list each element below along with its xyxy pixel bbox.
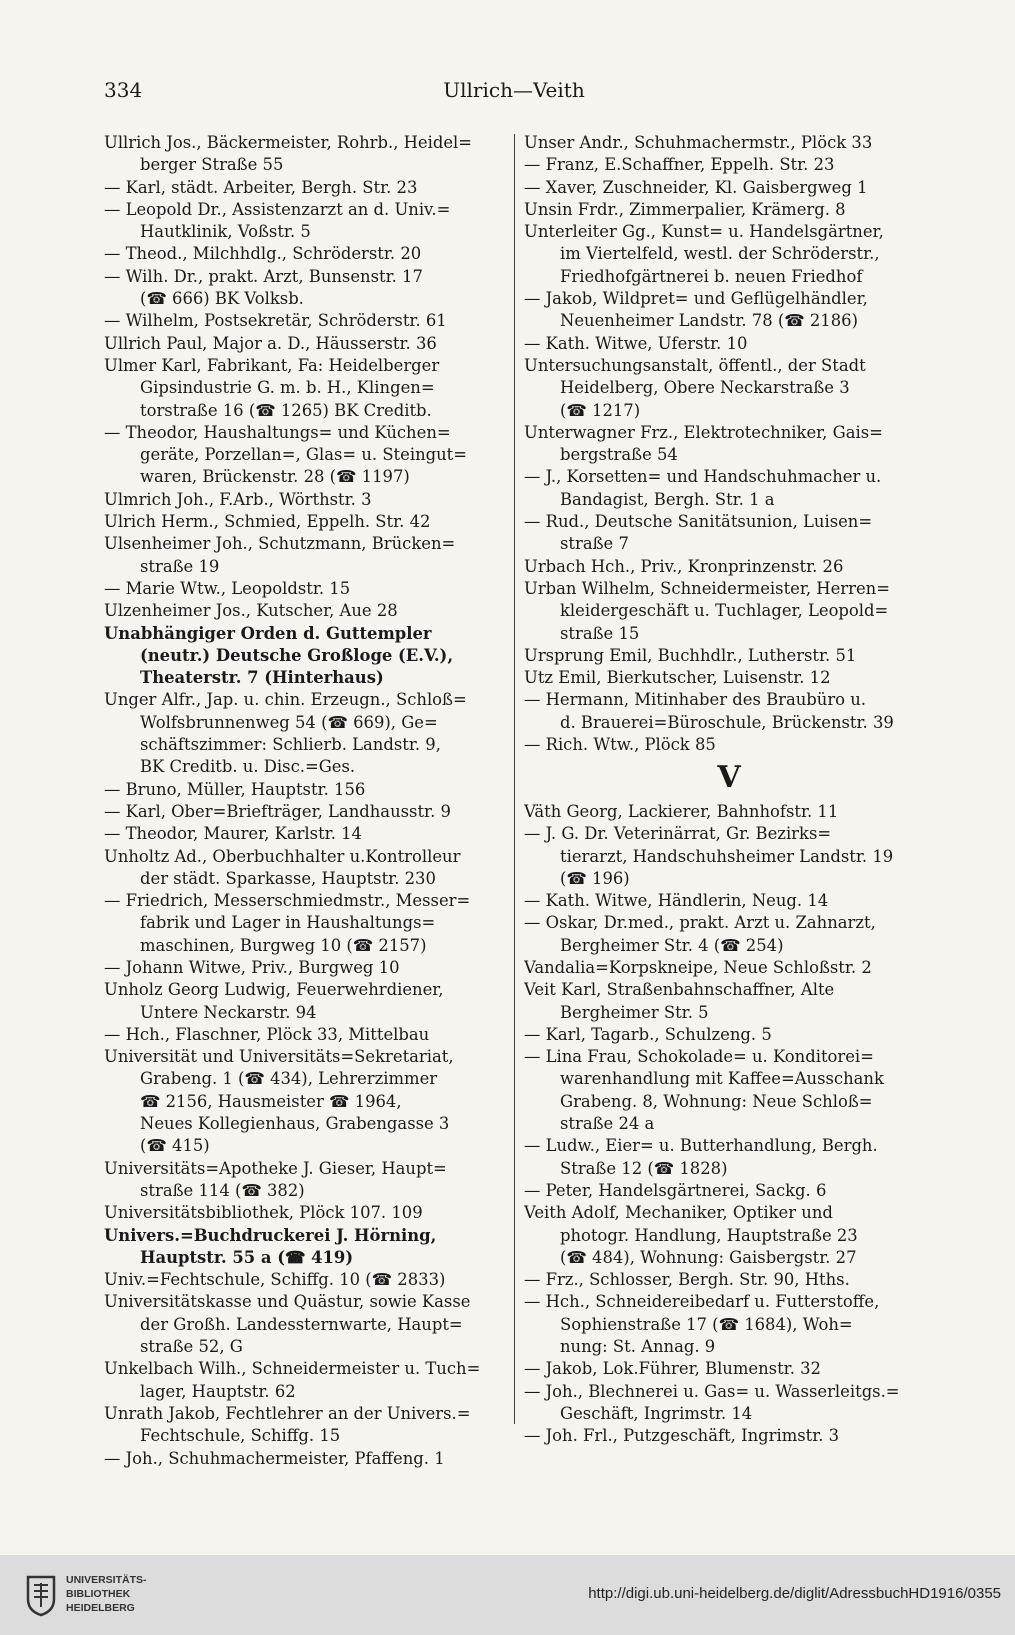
directory-line: — Frz., Schlosser, Bergh. Str. 90, Hths. [524,1270,850,1290]
directory-line: Ursprung Emil, Buchhdlr., Lutherstr. 51 [524,645,857,665]
source-url-link[interactable]: http://digi.ub.uni-heidelberg.de/diglit/AdressbuchHD1916/0355 [588,1585,1001,1602]
directory-line: Neuenheimer Landstr. 78 (☎ 2186) [560,311,858,331]
directory-line: Geschäft, Ingrimstr. 14 [560,1403,753,1423]
directory-line: Sophienstraße 17 (☎ 1684), Woh= [560,1314,853,1334]
directory-line: — Kath. Witwe, Uferstr. 10 [524,333,748,353]
directory-line: Neues Kollegienhaus, Grabengasse 3 [140,1114,450,1134]
directory-line: straße 7 [560,534,629,554]
right-column [524,132,934,1448]
page-title: Ullrich—Veith [443,78,585,102]
directory-line: — Hch., Flaschner, Plöck 33, Mittelbau [104,1024,430,1044]
directory-line: Unholz Georg Ludwig, Feuerwehrdiener, [104,980,444,1000]
directory-line: Bandagist, Bergh. Str. 1 a [560,489,775,509]
directory-line: — Hermann, Mitinhaber des Braubüro u. [524,690,867,710]
directory-line: straße 19 [140,556,220,576]
logo-line: BIBLIOTHEK [66,1588,131,1600]
directory-line: Unsin Frdr., Zimmerpalier, Krämerg. 8 [524,199,846,219]
directory-line: schäftszimmer: Schlierb. Landstr. 9, [140,735,441,755]
directory-line: Unser Andr., Schuhmachermstr., Plöck 33 [524,133,873,152]
directory-line: maschinen, Burgweg 10 (☎ 2157) [140,935,427,955]
directory-line: BK Creditb. u. Disc.=Ges. [140,757,356,777]
directory-line: torstraße 16 (☎ 1265) BK Creditb. [140,400,432,420]
directory-line: straße 24 a [560,1114,655,1134]
directory-line: Fechtschule, Schiffg. 15 [140,1426,341,1446]
directory-line: waren, Brückenstr. 28 (☎ 1197) [140,467,410,487]
logo-line: UNIVERSITÄTS- [66,1574,147,1586]
directory-line: — Leopold Dr., Assistenzarzt an d. Univ.= [104,199,451,219]
directory-line: — J. G. Dr. Veterinärrat, Gr. Bezirks= [524,824,832,844]
university-seal-icon [24,1573,58,1617]
directory-line: (☎ 484), Wohnung: Gaisbergstr. 27 [560,1247,857,1267]
directory-line: — Theodor, Haushaltungs= und Küchen= [104,422,451,442]
directory-line: Universität und Universitäts=Sekretariat, [104,1047,454,1067]
directory-line: — Jakob, Lok.Führer, Blumenstr. 32 [524,1359,821,1379]
directory-line: — Karl, städt. Arbeiter, Bergh. Str. 23 [104,177,418,197]
directory-line: — Oskar, Dr.med., prakt. Arzt u. Zahnarzt, [524,913,876,933]
directory-line: (neutr.) Deutsche Großloge (E.V.), [140,645,454,665]
directory-line: (☎ 415) [140,1136,210,1156]
directory-line: — Theodor, Maurer, Karlstr. 14 [104,824,362,844]
directory-line: Friedhofgärtnerei b. neuen Friedhof [560,266,863,286]
directory-line: Universitätsbibliothek, Plöck 107. 109 [104,1203,423,1223]
directory-line: — Joh., Schuhmachermeister, Pfaffeng. 1 [104,1448,445,1468]
directory-line: Heidelberg, Obere Neckarstraße 3 [560,378,850,398]
directory-line: Univers.=Buchdruckerei J. Hörning, [104,1225,437,1245]
directory-line: (☎ 666) BK Volksb. [140,289,304,309]
directory-line: — Karl, Tagarb., Schulzeng. 5 [524,1024,772,1044]
directory-line: straße 15 [560,623,640,643]
directory-line: — Joh. Frl., Putzgeschäft, Ingrimstr. 3 [524,1426,840,1446]
directory-line: Untersuchungsanstalt, öffentl., der Stadt [524,355,866,375]
directory-line: Vandalia=Korpskneipe, Neue Schloßstr. 2 [524,957,872,977]
directory-line: Grabeng. 1 (☎ 434), Lehrerzimmer [140,1069,438,1089]
directory-line: Urban Wilhelm, Schneidermeister, Herren= [524,578,890,598]
page-number: 334 [104,78,143,102]
directory-line: — Hch., Schneidereibedarf u. Futterstoffe, [524,1292,880,1312]
directory-line: Unkelbach Wilh., Schneidermeister u. Tuch= [104,1359,481,1379]
directory-line: (☎ 196) [560,868,630,888]
logo-line: HEIDELBERG [66,1602,135,1614]
directory-line: photogr. Handlung, Hauptstraße 23 [560,1225,858,1245]
directory-line: Untere Neckarstr. 94 [140,1002,317,1022]
directory-line: kleidergeschäft u. Tuchlager, Leopold= [560,601,889,621]
directory-line: — Johann Witwe, Priv., Burgweg 10 [104,957,400,977]
directory-line: Veit Karl, Straßenbahnschaffner, Alte [524,980,835,1000]
left-column [104,132,508,1470]
directory-line: nung: St. Annag. 9 [560,1337,716,1357]
directory-line: ☎ 2156, Hausmeister ☎ 1964, [140,1091,402,1111]
directory-line: — Friedrich, Messerschmiedmstr., Messer= [104,891,471,911]
directory-line: geräte, Porzellan=, Glas= u. Steingut= [140,445,467,465]
directory-line: — Rich. Wtw., Plöck 85 [524,735,716,755]
directory-line: — Theod., Milchhdlg., Schröderstr. 20 [104,244,422,264]
directory-line: Utz Emil, Bierkutscher, Luisenstr. 12 [524,668,831,688]
directory-line: Universitätskasse und Quästur, sowie Kasse [104,1292,471,1312]
directory-line: Väth Georg, Lackierer, Bahnhofstr. 11 [524,801,839,821]
directory-line: Theaterstr. 7 (Hinterhaus) [140,668,384,688]
directory-line: Ulrich Herm., Schmied, Eppelh. Str. 42 [104,512,431,532]
directory-line: straße 52, G [140,1337,243,1357]
directory-line: der Großh. Landessternwarte, Haupt= [140,1314,463,1334]
directory-line: — Kath. Witwe, Händlerin, Neug. 14 [524,891,829,911]
directory-line: Wolfsbrunnenweg 54 (☎ 669), Ge= [140,712,438,732]
directory-line: bergstraße 54 [560,445,678,465]
directory-line: berger Straße 55 [140,155,284,175]
directory-line: Straße 12 (☎ 1828) [560,1158,728,1178]
directory-line: Unterleiter Gg., Kunst= u. Handelsgärtner, [524,222,884,242]
directory-line: — Lina Frau, Schokolade= u. Konditorei= [524,1047,874,1067]
directory-line: Unabhängiger Orden d. Guttempler [104,623,432,643]
directory-line: Unrath Jakob, Fechtlehrer an der Univers.= [104,1403,471,1423]
directory-line: — Franz, E.Schaffner, Eppelh. Str. 23 [524,155,835,175]
directory-line: (☎ 1217) [560,400,641,420]
directory-line: Veith Adolf, Mechaniker, Optiker und [524,1203,833,1223]
page-header [104,78,924,108]
directory-line: straße 114 (☎ 382) [140,1180,305,1200]
library-logo-text [66,1573,147,1615]
directory-line: — J., Korsetten= und Handschuhmacher u. [524,467,882,487]
directory-line: — Jakob, Wildpret= und Geflügelhändler, [524,289,868,309]
directory-line: — Wilhelm, Postsekretär, Schröderstr. 61 [104,311,447,331]
directory-line: — Bruno, Müller, Hauptstr. 156 [104,779,366,799]
column-divider [514,134,515,1424]
directory-line: Universitäts=Apotheke J. Gieser, Haupt= [104,1158,447,1178]
directory-line: Grabeng. 8, Wohnung: Neue Schloß= [560,1091,873,1111]
directory-line: — Rud., Deutsche Sanitätsunion, Luisen= [524,512,873,532]
directory-line: lager, Hauptstr. 62 [140,1381,296,1401]
directory-line: Ulmer Karl, Fabrikant, Fa: Heidelberger [104,355,440,375]
directory-line: Ullrich Paul, Major a. D., Häusserstr. 36 [104,333,437,353]
directory-line: Bergheimer Str. 4 (☎ 254) [560,935,784,955]
directory-line: — Joh., Blechnerei u. Gas= u. Wasserleitgs.= [524,1381,900,1401]
directory-line: Ullrich Jos., Bäckermeister, Rohrb., Heidel= [104,133,473,152]
directory-line: Ulmrich Joh., F.Arb., Wörthstr. 3 [104,489,372,509]
directory-line: Ulsenheimer Joh., Schutzmann, Brücken= [104,534,456,554]
directory-line: Hauptstr. 55 a (☎ 419) [140,1247,354,1267]
directory-line: im Viertelfeld, westl. der Schröderstr., [560,244,880,264]
directory-line: Ulzenheimer Jos., Kutscher, Aue 28 [104,601,398,621]
directory-line: — Xaver, Zuschneider, Kl. Gaisbergweg 1 [524,177,868,197]
directory-line: — Wilh. Dr., prakt. Arzt, Bunsenstr. 17 [104,266,423,286]
directory-line: warenhandlung mit Kaffee=Ausschank [560,1069,884,1089]
directory-line: Unholtz Ad., Oberbuchhalter u.Kontrolleur [104,846,461,866]
directory-line: — Peter, Handelsgärtnerei, Sackg. 6 [524,1180,827,1200]
directory-line: Univ.=Fechtschule, Schiffg. 10 (☎ 2833) [104,1270,446,1290]
directory-line: Bergheimer Str. 5 [560,1002,709,1022]
directory-line: der städt. Sparkasse, Hauptstr. 230 [140,868,436,888]
directory-line: Urbach Hch., Priv., Kronprinzenstr. 26 [524,556,844,576]
directory-line: Unger Alfr., Jap. u. chin. Erzeugn., Schloß= [104,690,467,710]
directory-line: Gipsindustrie G. m. b. H., Klingen= [140,378,435,398]
directory-line: — Ludw., Eier= u. Butterhandlung, Bergh. [524,1136,878,1156]
directory-line: fabrik und Lager in Haushaltungs= [140,913,436,933]
directory-line: — Marie Wtw., Leopoldstr. 15 [104,578,351,598]
section-letter: V [717,760,741,796]
footer-bar [0,1555,1015,1635]
directory-line: d. Brauerei=Büroschule, Brückenstr. 39 [560,712,894,732]
directory-line: tierarzt, Handschuhsheimer Landstr. 19 [560,846,894,866]
directory-line: Unterwagner Frz., Elektrotechniker, Gais= [524,422,883,442]
directory-line: — Karl, Ober=Briefträger, Landhausstr. 9 [104,801,451,821]
directory-line: Hautklinik, Voßstr. 5 [140,222,311,242]
